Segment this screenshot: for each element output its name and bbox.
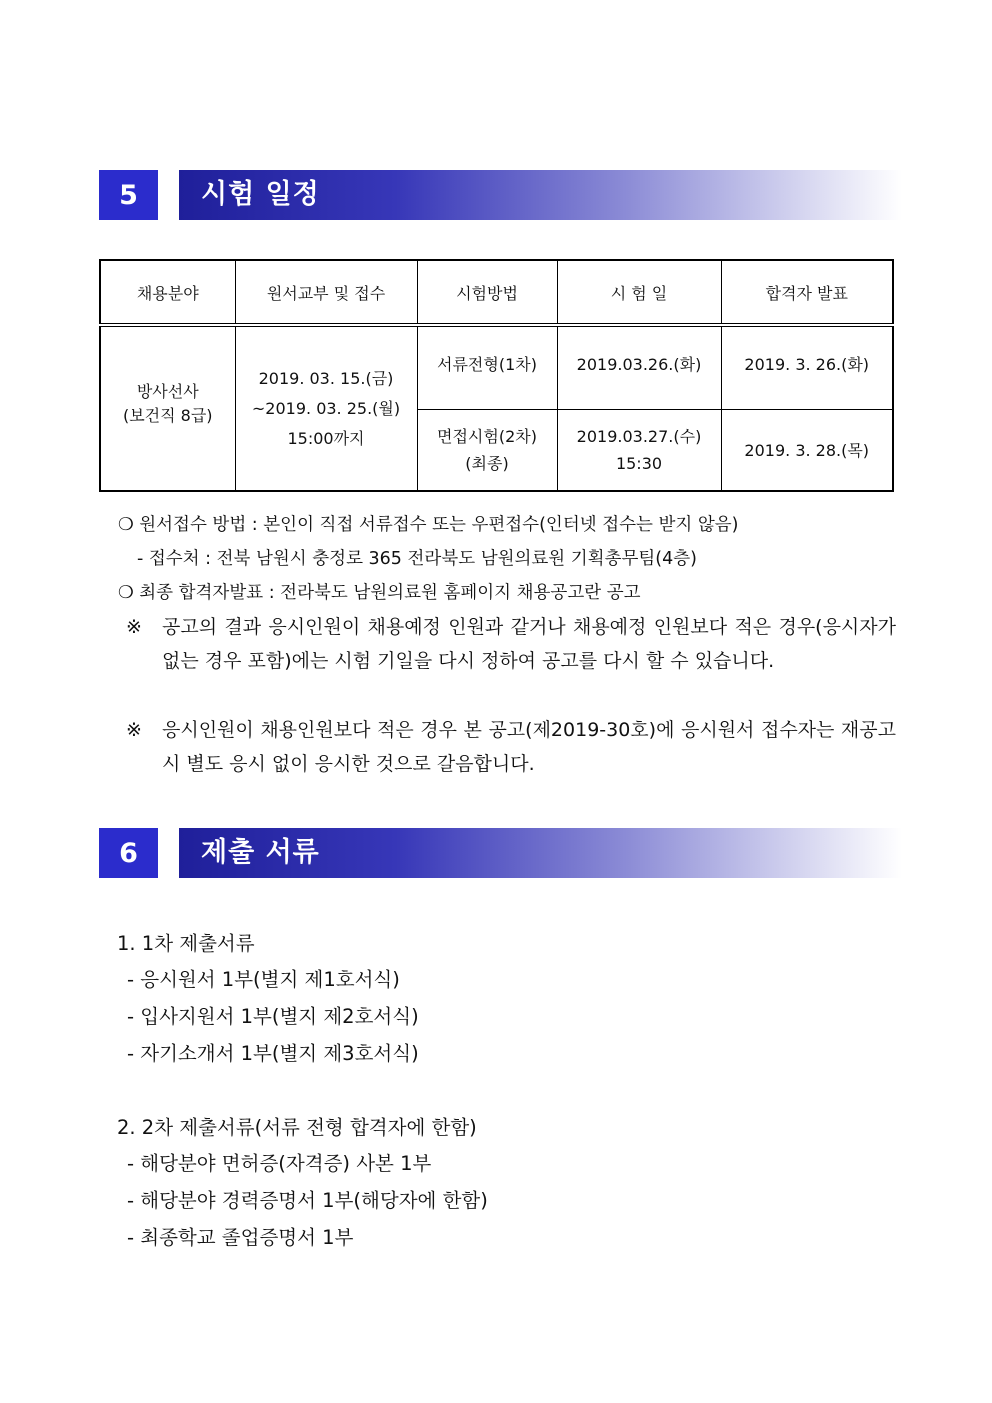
reference-mark: ※ [126, 616, 142, 638]
period-start: 2019. 03. 15.(금) [258, 368, 394, 388]
notice-text: 공고의 결과 응시인원이 채용예정 인원과 같거나 채용예정 인원보다 적은 경우(응시자가 없는 경우 포함)에는 시험 기일을 다시 정하여 공고를 다시 할 수 있습니다. [162, 616, 896, 672]
header-cell: 합격자 발표 [721, 260, 893, 325]
bullet-application-place: - 접수처 : 전북 남원시 충정로 365 전라북도 남원의료원 기획총무팀(4층) [137, 549, 697, 569]
table-row [100, 325, 893, 409]
notice-paragraph [126, 610, 896, 678]
section-6-header [99, 828, 902, 878]
docs-second-title: 2. 2차 제출서류(서류 전형 합격자에 한함) [117, 1116, 477, 1139]
section-5-header [99, 170, 902, 220]
method-cell: 서류전형(1차) [417, 325, 557, 409]
section-number: 6 [99, 828, 158, 878]
exam-date: 2019.03.27.(수) [576, 426, 702, 446]
bullet-application-method: ❍ 원서접수 방법 : 본인이 직접 서류접수 또는 우편접수(인터넷 접수는 받지 않음) [118, 515, 739, 535]
section-title-bar [179, 170, 902, 220]
exam-date-cell [557, 409, 721, 491]
notice-text: 응시인원이 채용인원보다 적은 경우 본 공고(제2019-30호)에 응시원서 접수자는 재공고 시 별도 응시 없이 응시한 것으로 갈음합니다. [162, 719, 896, 775]
period-end: ~2019. 03. 25.(월) [251, 398, 401, 418]
reference-mark: ※ [126, 719, 142, 741]
header-cell: 채용분야 [100, 260, 235, 325]
list-item: - 자기소개서 1부(별지 제3호서식) [127, 1042, 419, 1065]
section-title: 제출 서류 [201, 837, 320, 868]
list-item: - 응시원서 1부(별지 제1호서식) [127, 968, 400, 991]
list-item: - 해당분야 경력증명서 1부(해당자에 한함) [127, 1189, 488, 1212]
list-item: - 해당분야 면허증(자격증) 사본 1부 [127, 1152, 432, 1175]
method-cell [417, 409, 557, 491]
section-title-bar [179, 828, 902, 878]
exam-time: 15:30 [615, 453, 663, 473]
list-item: - 최종학교 졸업증명서 1부 [127, 1226, 354, 1249]
exam-schedule-table [99, 259, 894, 492]
notice-paragraph [126, 713, 896, 781]
exam-date-cell: 2019.03.26.(화) [557, 325, 721, 409]
period-deadline: 15:00까지 [287, 428, 365, 448]
bullet-final-announcement: ❍ 최종 합격자발표 : 전라북도 남원의료원 홈페이지 채용공고란 공고 [118, 583, 641, 603]
table-header-row [100, 260, 893, 325]
announce-cell: 2019. 3. 28.(목) [721, 409, 893, 491]
field-cell [100, 325, 235, 491]
docs-first-title: 1. 1차 제출서류 [117, 932, 255, 955]
application-period-cell [235, 325, 417, 491]
list-item: - 입사지원서 1부(별지 제2호서식) [127, 1005, 419, 1028]
announce-cell: 2019. 3. 26.(화) [721, 325, 893, 409]
header-cell: 시험방법 [417, 260, 557, 325]
header-cell: 원서교부 및 접수 [235, 260, 417, 325]
section-number: 5 [99, 170, 158, 220]
field-name: 방사선사 [136, 381, 199, 401]
method-line: 면접시험(2차) [437, 426, 537, 446]
method-line: (최종) [465, 453, 509, 473]
section-title: 시험 일정 [201, 179, 320, 210]
field-grade: (보건직 8급) [122, 405, 213, 425]
header-cell: 시 험 일 [557, 260, 721, 325]
